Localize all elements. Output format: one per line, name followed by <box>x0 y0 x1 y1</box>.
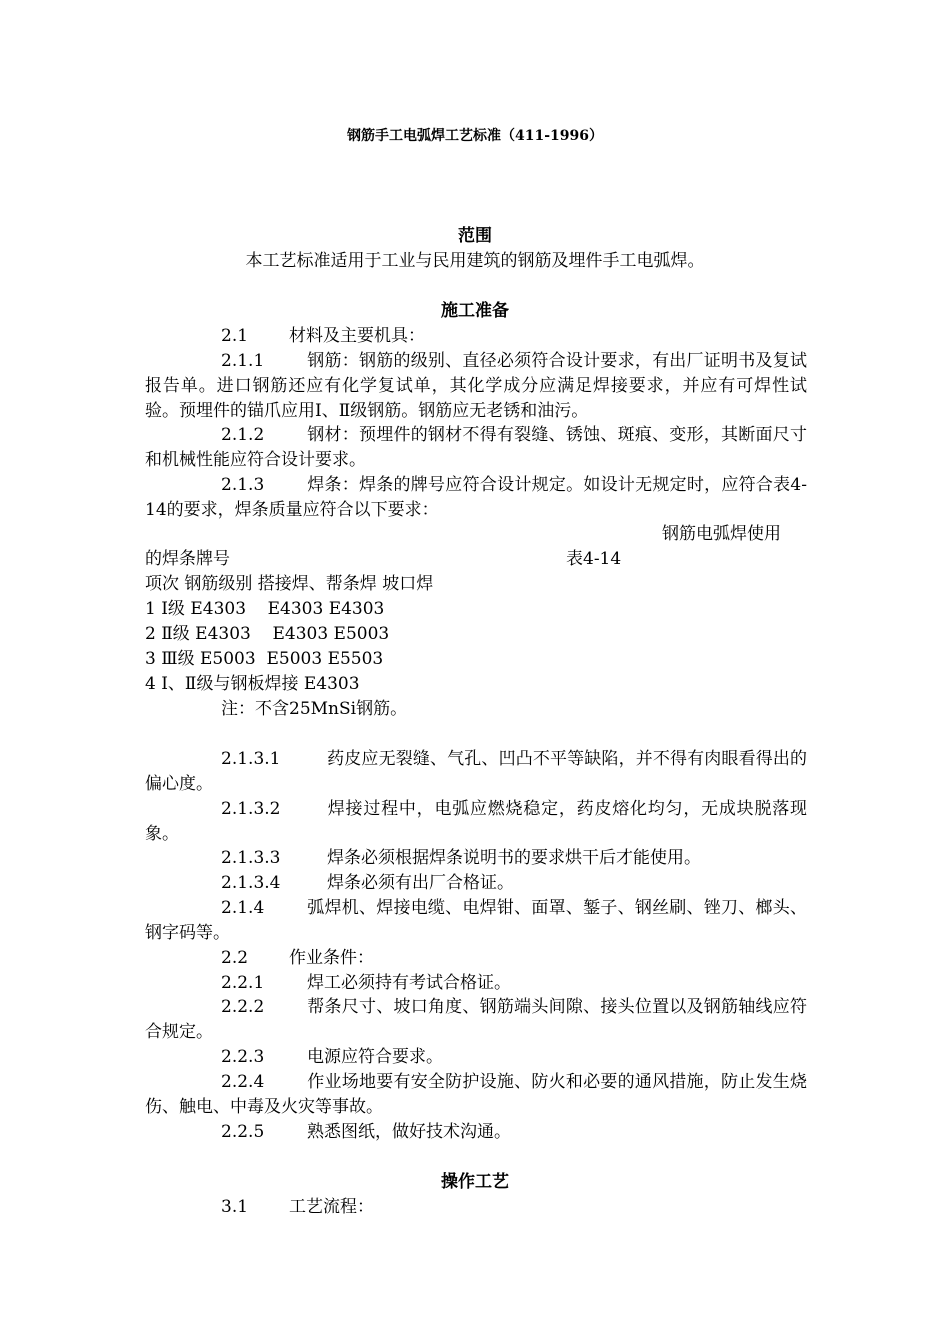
table-row: 1 Ⅰ级 E4303 E4303 E4303 <box>145 599 385 619</box>
clause-number: 2.2.5 <box>221 1122 265 1142</box>
clause-2-1-3-4 <box>145 871 807 896</box>
table-header: 项次 钢筋级别 搭接焊、帮条焊 坡口焊 <box>145 574 434 594</box>
clause-number: 3.1 <box>221 1197 249 1217</box>
clause-2-2-4 <box>145 1070 807 1120</box>
clause-2-1-2 <box>145 423 807 473</box>
clause-text: 帮条尺寸、坡口角度、钢筋端头间隙、接头位置以及钢筋轴线应符合规定。 <box>145 997 807 1042</box>
table-note: 注：不含25MnSi钢筋。 <box>221 699 408 719</box>
section-heading-scope: 范围 <box>458 226 492 246</box>
clause-text: 药皮应无裂缝、气孔、凹凸不平等缺陷，并不得有肉眼看得出的偏心度。 <box>145 749 807 794</box>
clause-text: 工艺流程： <box>289 1197 374 1217</box>
clause-text: 作业条件： <box>289 948 374 968</box>
clause-number: 2.2.3 <box>221 1047 265 1067</box>
clause-text: 弧焊机、焊接电缆、电焊钳、面罩、錾子、钢丝刷、锉刀、榔头、钢字码等。 <box>145 898 807 943</box>
table-number: 表4-14 <box>566 549 622 569</box>
clause-text: 焊条必须根据焊条说明书的要求烘干后才能使用。 <box>327 848 701 868</box>
clause-2-1-1 <box>145 349 807 423</box>
clause-2-2-5 <box>145 1120 807 1145</box>
clause-number: 2.1.3.4 <box>221 873 281 893</box>
table-caption-right: 钢筋电弧焊使用 <box>662 524 781 544</box>
clause-text: 熟悉图纸，做好技术沟通。 <box>307 1122 511 1142</box>
clause-number: 2.1.4 <box>221 898 265 918</box>
clause-number: 2.1.3.1 <box>221 749 281 769</box>
clause-2-1-3-3 <box>145 846 807 871</box>
table-caption-left: 的焊条牌号 <box>145 549 230 569</box>
clause-number: 2.1 <box>221 326 249 346</box>
clause-2-1-3 <box>145 473 807 523</box>
document-title: 钢筋手工电弧焊工艺标准（411-1996） <box>347 128 603 144</box>
clause-text: 钢筋：钢筋的级别、直径必须符合设计要求，有出厂证明书及复试报告单。进口钢筋还应有化学复试单，其化学成分应满足焊接要求，并应有可焊性试验。预埋件的锚爪应用Ⅰ、Ⅱ级钢筋。钢筋应无老锈和油污。 <box>145 351 807 421</box>
clause-number: 2.2.4 <box>221 1072 265 1092</box>
clause-text: 电源应符合要求。 <box>307 1047 443 1067</box>
clause-number: 2.2.1 <box>221 973 265 993</box>
clause-number: 2.2.2 <box>221 997 265 1017</box>
scope-text: 本工艺标准适用于工业与民用建筑的钢筋及埋件手工电弧焊。 <box>245 251 705 271</box>
clause-2-1 <box>145 324 807 349</box>
clause-text: 钢材：预埋件的钢材不得有裂缝、锈蚀、斑痕、变形，其断面尺寸和机械性能应符合设计要求。 <box>145 425 807 470</box>
clause-3-1 <box>145 1195 807 1220</box>
table-row: 3 Ⅲ级 E5003 E5003 E5503 <box>145 649 384 669</box>
table-row: 2 Ⅱ级 E4303 E4303 E5003 <box>145 624 390 644</box>
section-heading-prep: 施工准备 <box>441 301 509 321</box>
clause-number: 2.1.3.3 <box>221 848 281 868</box>
clause-number: 2.2 <box>221 948 249 968</box>
clause-2-2-2 <box>145 995 807 1045</box>
clause-number: 2.1.3.2 <box>221 799 281 819</box>
clause-text: 焊条必须有出厂合格证。 <box>327 873 514 893</box>
clause-2-1-3-2 <box>145 797 807 847</box>
clause-number: 2.1.3 <box>221 475 265 495</box>
clause-number: 2.1.2 <box>221 425 265 445</box>
clause-text: 焊工必须持有考试合格证。 <box>307 973 511 993</box>
clause-2-2 <box>145 946 807 971</box>
clause-text: 焊接过程中，电弧应燃烧稳定，药皮熔化均匀，无成块脱落现象。 <box>145 799 807 844</box>
clause-2-1-3-1 <box>145 747 807 797</box>
clause-2-2-1 <box>145 971 807 996</box>
table-row: 4 Ⅰ、Ⅱ级与钢板焊接 E4303 <box>145 674 360 694</box>
clause-2-2-3 <box>145 1045 807 1070</box>
clause-number: 2.1.1 <box>221 351 265 371</box>
section-heading-ops: 操作工艺 <box>441 1172 509 1192</box>
clause-text: 焊条：焊条的牌号应符合设计规定。如设计无规定时，应符合表4-14的要求，焊条质量应符合以下要求： <box>145 475 807 520</box>
clause-text: 材料及主要机具： <box>289 326 425 346</box>
clause-2-1-4 <box>145 896 807 946</box>
clause-text: 作业场地要有安全防护设施、防火和必要的通风措施，防止发生烧伤、触电、中毒及火灾等事故。 <box>145 1072 807 1117</box>
